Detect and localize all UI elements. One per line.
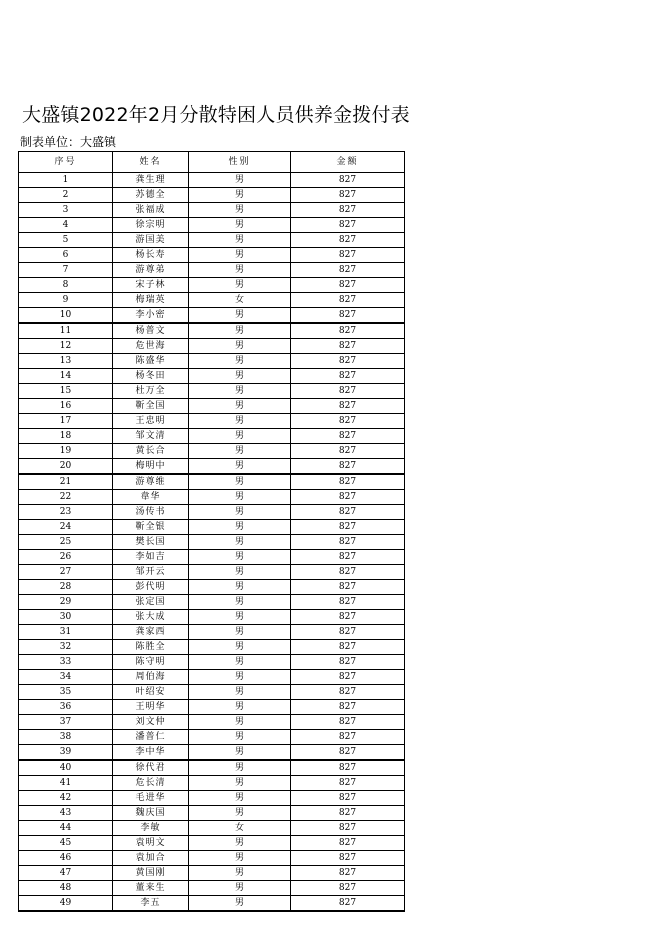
cell-gender: 男 <box>189 399 291 414</box>
table-row <box>19 715 405 730</box>
cell-index: 26 <box>19 550 113 565</box>
cell-amount: 827 <box>291 369 405 384</box>
cell-name: 游国美 <box>113 233 189 248</box>
table-row <box>19 580 405 595</box>
cell-amount: 827 <box>291 700 405 715</box>
cell-name: 杜万全 <box>113 384 189 399</box>
cell-name: 陈守明 <box>113 655 189 670</box>
cell-gender: 男 <box>189 218 291 233</box>
cell-amount: 827 <box>291 505 405 520</box>
cell-gender: 男 <box>189 354 291 369</box>
cell-gender: 男 <box>189 640 291 655</box>
cell-name: 游尊弟 <box>113 263 189 278</box>
cell-index: 23 <box>19 505 113 520</box>
cell-name: 李五 <box>113 896 189 912</box>
cell-index: 3 <box>19 203 113 218</box>
cell-gender: 男 <box>189 308 291 324</box>
cell-amount: 827 <box>291 248 405 263</box>
cell-gender: 男 <box>189 685 291 700</box>
cell-name: 龚家西 <box>113 625 189 640</box>
table-row <box>19 384 405 399</box>
cell-name: 梅瑞英 <box>113 293 189 308</box>
cell-amount: 827 <box>291 444 405 459</box>
cell-index: 28 <box>19 580 113 595</box>
cell-amount: 827 <box>291 474 405 490</box>
table-row <box>19 791 405 806</box>
table-row <box>19 293 405 308</box>
cell-amount: 827 <box>291 550 405 565</box>
cell-name: 陈胜全 <box>113 640 189 655</box>
cell-amount: 827 <box>291 188 405 203</box>
cell-index: 35 <box>19 685 113 700</box>
table-row <box>19 881 405 896</box>
table-row <box>19 414 405 429</box>
cell-name: 游尊维 <box>113 474 189 490</box>
header-name: 姓名 <box>113 152 189 173</box>
table-row <box>19 218 405 233</box>
cell-gender: 男 <box>189 474 291 490</box>
cell-gender: 男 <box>189 339 291 354</box>
table-row <box>19 399 405 414</box>
table-row <box>19 535 405 550</box>
cell-name: 董来生 <box>113 881 189 896</box>
cell-gender: 男 <box>189 520 291 535</box>
cell-name: 魏庆国 <box>113 806 189 821</box>
cell-name: 危世海 <box>113 339 189 354</box>
cell-gender: 男 <box>189 263 291 278</box>
cell-gender: 男 <box>189 248 291 263</box>
cell-index: 34 <box>19 670 113 685</box>
table-row <box>19 896 405 912</box>
cell-index: 27 <box>19 565 113 580</box>
table-row <box>19 670 405 685</box>
cell-amount: 827 <box>291 745 405 761</box>
cell-index: 25 <box>19 535 113 550</box>
table-row <box>19 505 405 520</box>
cell-amount: 827 <box>291 610 405 625</box>
cell-index: 45 <box>19 836 113 851</box>
cell-gender: 男 <box>189 730 291 745</box>
allowance-table <box>18 151 405 912</box>
cell-name: 樊长国 <box>113 535 189 550</box>
cell-gender: 男 <box>189 384 291 399</box>
cell-name: 周伯海 <box>113 670 189 685</box>
cell-name: 张福成 <box>113 203 189 218</box>
cell-name: 徐代君 <box>113 760 189 776</box>
table-row <box>19 836 405 851</box>
cell-amount: 827 <box>291 233 405 248</box>
cell-index: 46 <box>19 851 113 866</box>
cell-amount: 827 <box>291 821 405 836</box>
cell-gender: 男 <box>189 745 291 761</box>
table-row <box>19 323 405 339</box>
cell-name: 邹文清 <box>113 429 189 444</box>
cell-index: 17 <box>19 414 113 429</box>
header-index: 序号 <box>19 152 113 173</box>
cell-gender: 男 <box>189 233 291 248</box>
cell-gender: 男 <box>189 580 291 595</box>
cell-index: 6 <box>19 248 113 263</box>
cell-amount: 827 <box>291 354 405 369</box>
cell-index: 15 <box>19 384 113 399</box>
cell-name: 邹开云 <box>113 565 189 580</box>
cell-gender: 男 <box>189 444 291 459</box>
cell-amount: 827 <box>291 520 405 535</box>
cell-gender: 男 <box>189 655 291 670</box>
cell-name: 陈盛华 <box>113 354 189 369</box>
cell-gender: 男 <box>189 505 291 520</box>
table-row <box>19 821 405 836</box>
cell-index: 22 <box>19 490 113 505</box>
cell-gender: 男 <box>189 414 291 429</box>
cell-gender: 女 <box>189 293 291 308</box>
cell-gender: 男 <box>189 836 291 851</box>
cell-index: 31 <box>19 625 113 640</box>
table-row <box>19 565 405 580</box>
table-row <box>19 444 405 459</box>
table-row <box>19 806 405 821</box>
cell-index: 48 <box>19 881 113 896</box>
table-header-row <box>19 152 405 173</box>
cell-gender: 男 <box>189 776 291 791</box>
cell-name: 李敏 <box>113 821 189 836</box>
document-title: 大盛镇2022年2月分散特困人员供养金拨付表 <box>22 104 410 126</box>
cell-amount: 827 <box>291 339 405 354</box>
table-row <box>19 490 405 505</box>
cell-index: 32 <box>19 640 113 655</box>
cell-index: 16 <box>19 399 113 414</box>
cell-name: 袁加合 <box>113 851 189 866</box>
cell-index: 44 <box>19 821 113 836</box>
cell-name: 叶绍安 <box>113 685 189 700</box>
cell-gender: 男 <box>189 550 291 565</box>
table-row <box>19 745 405 761</box>
table-row <box>19 248 405 263</box>
table-row <box>19 188 405 203</box>
cell-index: 24 <box>19 520 113 535</box>
cell-gender: 男 <box>189 760 291 776</box>
cell-gender: 男 <box>189 278 291 293</box>
cell-amount: 827 <box>291 670 405 685</box>
cell-name: 黄国刚 <box>113 866 189 881</box>
cell-amount: 827 <box>291 760 405 776</box>
table-row <box>19 866 405 881</box>
cell-amount: 827 <box>291 565 405 580</box>
cell-gender: 男 <box>189 625 291 640</box>
table-row <box>19 263 405 278</box>
table-row <box>19 459 405 475</box>
cell-name: 靳全国 <box>113 399 189 414</box>
cell-gender: 男 <box>189 700 291 715</box>
cell-amount: 827 <box>291 836 405 851</box>
cell-amount: 827 <box>291 625 405 640</box>
cell-index: 43 <box>19 806 113 821</box>
cell-gender: 男 <box>189 188 291 203</box>
cell-name: 徐宗明 <box>113 218 189 233</box>
header-amount: 金额 <box>291 152 405 173</box>
cell-gender: 男 <box>189 203 291 218</box>
cell-amount: 827 <box>291 414 405 429</box>
table-row <box>19 685 405 700</box>
cell-amount: 827 <box>291 595 405 610</box>
cell-name: 李中华 <box>113 745 189 761</box>
table-row <box>19 308 405 324</box>
cell-amount: 827 <box>291 399 405 414</box>
cell-amount: 827 <box>291 866 405 881</box>
cell-gender: 男 <box>189 535 291 550</box>
cell-name: 刘文仲 <box>113 715 189 730</box>
table-row <box>19 203 405 218</box>
cell-gender: 男 <box>189 369 291 384</box>
cell-name: 王忠明 <box>113 414 189 429</box>
cell-gender: 男 <box>189 670 291 685</box>
cell-gender: 男 <box>189 173 291 188</box>
cell-name: 宋子林 <box>113 278 189 293</box>
cell-index: 18 <box>19 429 113 444</box>
cell-name: 梅明中 <box>113 459 189 475</box>
cell-amount: 827 <box>291 580 405 595</box>
cell-index: 12 <box>19 339 113 354</box>
cell-index: 8 <box>19 278 113 293</box>
cell-index: 39 <box>19 745 113 761</box>
cell-name: 杨冬田 <box>113 369 189 384</box>
cell-index: 9 <box>19 293 113 308</box>
table-row <box>19 730 405 745</box>
cell-index: 2 <box>19 188 113 203</box>
cell-amount: 827 <box>291 791 405 806</box>
cell-name: 汤传书 <box>113 505 189 520</box>
table-row <box>19 851 405 866</box>
cell-amount: 827 <box>291 384 405 399</box>
cell-name: 韋华 <box>113 490 189 505</box>
table-row <box>19 760 405 776</box>
cell-index: 7 <box>19 263 113 278</box>
cell-amount: 827 <box>291 490 405 505</box>
cell-gender: 男 <box>189 715 291 730</box>
cell-gender: 男 <box>189 791 291 806</box>
cell-amount: 827 <box>291 459 405 475</box>
cell-amount: 827 <box>291 685 405 700</box>
table-row <box>19 640 405 655</box>
cell-gender: 男 <box>189 595 291 610</box>
cell-amount: 827 <box>291 535 405 550</box>
cell-gender: 男 <box>189 896 291 912</box>
cell-index: 40 <box>19 760 113 776</box>
table-row <box>19 776 405 791</box>
cell-amount: 827 <box>291 730 405 745</box>
cell-amount: 827 <box>291 776 405 791</box>
cell-index: 37 <box>19 715 113 730</box>
cell-amount: 827 <box>291 323 405 339</box>
table-row <box>19 354 405 369</box>
cell-index: 36 <box>19 700 113 715</box>
cell-index: 20 <box>19 459 113 475</box>
cell-index: 14 <box>19 369 113 384</box>
cell-gender: 女 <box>189 821 291 836</box>
cell-amount: 827 <box>291 715 405 730</box>
cell-name: 潘普仁 <box>113 730 189 745</box>
cell-index: 11 <box>19 323 113 339</box>
cell-gender: 男 <box>189 490 291 505</box>
cell-amount: 827 <box>291 203 405 218</box>
cell-gender: 男 <box>189 429 291 444</box>
cell-index: 13 <box>19 354 113 369</box>
cell-amount: 827 <box>291 896 405 912</box>
cell-amount: 827 <box>291 218 405 233</box>
cell-gender: 男 <box>189 565 291 580</box>
cell-gender: 男 <box>189 866 291 881</box>
cell-gender: 男 <box>189 851 291 866</box>
cell-name: 龚生理 <box>113 173 189 188</box>
table-row <box>19 655 405 670</box>
cell-index: 49 <box>19 896 113 912</box>
table-row <box>19 339 405 354</box>
table-row <box>19 278 405 293</box>
cell-amount: 827 <box>291 851 405 866</box>
cell-index: 21 <box>19 474 113 490</box>
cell-index: 4 <box>19 218 113 233</box>
cell-name: 杨长寿 <box>113 248 189 263</box>
table-row <box>19 700 405 715</box>
cell-index: 33 <box>19 655 113 670</box>
issuing-unit: 制表单位：大盛镇 <box>20 135 117 149</box>
cell-name: 苏德全 <box>113 188 189 203</box>
cell-index: 19 <box>19 444 113 459</box>
cell-index: 5 <box>19 233 113 248</box>
table-row <box>19 429 405 444</box>
cell-name: 黄长合 <box>113 444 189 459</box>
table-row <box>19 610 405 625</box>
table-row <box>19 369 405 384</box>
cell-amount: 827 <box>291 263 405 278</box>
cell-name: 张定国 <box>113 595 189 610</box>
cell-gender: 男 <box>189 806 291 821</box>
cell-name: 李如吉 <box>113 550 189 565</box>
table-row <box>19 173 405 188</box>
table-row <box>19 625 405 640</box>
cell-name: 王明华 <box>113 700 189 715</box>
table-row <box>19 550 405 565</box>
cell-name: 张大成 <box>113 610 189 625</box>
cell-name: 袁明文 <box>113 836 189 851</box>
header-gender: 性别 <box>189 152 291 173</box>
cell-name: 杨普文 <box>113 323 189 339</box>
cell-name: 李小密 <box>113 308 189 324</box>
cell-amount: 827 <box>291 278 405 293</box>
cell-index: 47 <box>19 866 113 881</box>
cell-gender: 男 <box>189 881 291 896</box>
cell-amount: 827 <box>291 173 405 188</box>
table-row <box>19 233 405 248</box>
cell-amount: 827 <box>291 308 405 324</box>
cell-index: 38 <box>19 730 113 745</box>
cell-amount: 827 <box>291 640 405 655</box>
table-row <box>19 474 405 490</box>
cell-gender: 男 <box>189 610 291 625</box>
cell-name: 毛进华 <box>113 791 189 806</box>
cell-name: 靳全银 <box>113 520 189 535</box>
cell-amount: 827 <box>291 655 405 670</box>
cell-name: 彭代明 <box>113 580 189 595</box>
cell-index: 10 <box>19 308 113 324</box>
cell-index: 1 <box>19 173 113 188</box>
cell-name: 危长清 <box>113 776 189 791</box>
cell-amount: 827 <box>291 881 405 896</box>
cell-gender: 男 <box>189 323 291 339</box>
cell-gender: 男 <box>189 459 291 475</box>
cell-index: 29 <box>19 595 113 610</box>
cell-amount: 827 <box>291 429 405 444</box>
cell-index: 41 <box>19 776 113 791</box>
cell-amount: 827 <box>291 293 405 308</box>
cell-index: 42 <box>19 791 113 806</box>
cell-index: 30 <box>19 610 113 625</box>
table-row <box>19 520 405 535</box>
table-row <box>19 595 405 610</box>
cell-amount: 827 <box>291 806 405 821</box>
